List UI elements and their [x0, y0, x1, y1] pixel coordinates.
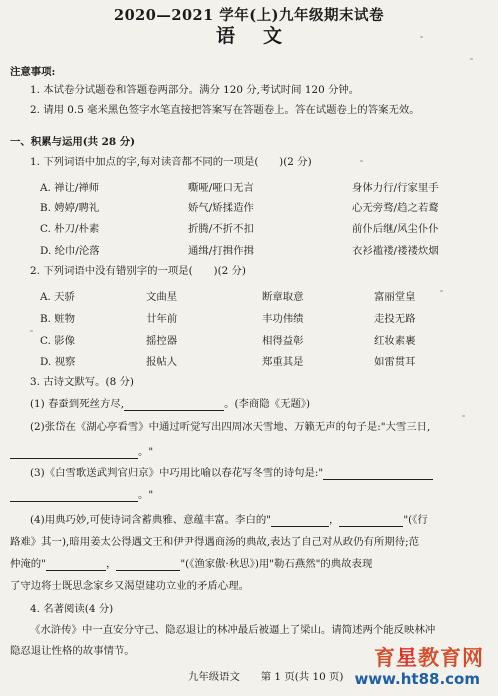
option-label: D. 纶巾/沦落: [40, 245, 100, 257]
option-word: 折腾/不折不扣: [188, 223, 254, 235]
option-word: 报帖人: [146, 356, 178, 368]
q3-part-4-line-2: 路难》其一),暗用姜太公得遇文王和伊尹得遇商汤的典故,表达了自己对从政仍有所期待;范: [10, 536, 419, 548]
q3-text: (4)用典巧妙,可使诗词含蓄典雅、意蕴丰富。李白的": [30, 514, 272, 526]
option-label: C. 朴刀/朴素: [40, 223, 100, 235]
q3-part-2: (2)张岱在《湖心亭看雪》中通过听觉写出四周冰天雪地、万籁无声的句子是:"大雪三日,: [30, 421, 431, 433]
q2-stem: 2. 下列词语中没有错别字的一项是( )(2 分): [30, 265, 246, 277]
q3-part-1: [30, 398, 310, 411]
q3-part-2-answer: [10, 446, 153, 459]
q3-text: "(《渔家傲·秋思》)用"勒石燕然"的典故表现: [180, 558, 373, 570]
option-word: 通缉/打揖作揖: [188, 245, 254, 257]
scan-speck: [440, 290, 443, 292]
option-word: 娇气/矫揉造作: [188, 202, 254, 214]
page-footer: 九年级语文 第 1 页(共 10 页): [188, 671, 344, 683]
option-word: 如雷贯耳: [374, 356, 416, 368]
notice-item-1: 1. 本试卷分试题卷和答题卷两部分。满分 120 分,考试时间 120 分钟。: [30, 84, 360, 96]
option-word: 相得益彰: [262, 335, 304, 347]
watermark-text: 育: [374, 646, 396, 670]
option-word: 富丽堂皇: [374, 291, 416, 303]
answer-blank[interactable]: [10, 490, 138, 502]
q4-stem: 4. 名著阅读(4 分): [30, 603, 114, 615]
option-word: 红妆素裹: [374, 335, 416, 347]
option-word: 文曲星: [146, 291, 178, 303]
watermark-text: 教育网: [418, 646, 484, 670]
option-word: 断章取意: [262, 291, 304, 303]
answer-blank[interactable]: [124, 399, 224, 411]
option-word: 嘶哑/哑口无言: [188, 182, 254, 194]
exam-title: 2020—2021 学年(上)九年级期末试卷: [114, 7, 384, 24]
answer-blank[interactable]: [271, 515, 329, 527]
q3-part-4-line-4: 了守边将士既思念家乡又渴望建功立业的矛盾心理。: [10, 580, 249, 592]
option-label: A. 禅让/禅师: [40, 182, 100, 194]
q3-text: (1) 春蚕到死丝方尽,: [30, 398, 125, 410]
answer-blank[interactable]: [46, 559, 106, 571]
q3-part-4: (4)用典巧妙,可使诗词含蓄典雅、意蕴丰富。李白的" ， "(《行: [30, 514, 428, 526]
answer-blank[interactable]: [10, 447, 138, 459]
q3-text: 。": [138, 446, 154, 458]
answer-blank[interactable]: [323, 468, 433, 480]
option-word: 心无旁骛/趋之若鹜: [352, 202, 439, 214]
q1-stem: 1. 下列词语中加点的字,每对读音都不同的一项是( )(2 分): [30, 156, 312, 168]
q3-part-4-line-3: 仲淹的" ， "(《渔家傲·秋思》)用"勒石燕然"的典故表现: [10, 558, 373, 570]
option-word: 前仆后继/风尘仆仆: [352, 223, 439, 235]
answer-blank[interactable]: [116, 559, 180, 571]
q3-text: (3)《白雪歌送武判官归京》中巧用比喻以春花写冬雪的诗句是:": [30, 467, 324, 479]
option-label: B. 娉婷/聘礼: [40, 202, 100, 214]
option-word: 身体力行/行家里手: [352, 182, 439, 194]
option-word: 摇控器: [146, 335, 178, 347]
watermark-star-text: 星: [396, 646, 418, 670]
scan-speck: [360, 160, 363, 162]
scan-speck: [30, 330, 33, 332]
section-1-heading: 一、积累与运用(共 28 分): [10, 136, 136, 148]
option-label: C. 影像: [40, 335, 75, 347]
option-label: A. 天骄: [40, 291, 75, 303]
q3-part-3: [30, 467, 433, 480]
option-word: 丰功伟绩: [262, 313, 304, 325]
option-word: 廿年前: [146, 313, 178, 325]
scan-speck: [462, 415, 465, 417]
answer-blank[interactable]: [339, 515, 403, 527]
notice-item-2: 2. 请用 0.5 毫米黑色签字水笔直接把答案写在答题卷上。答在试题卷上的答案无效。: [30, 104, 420, 116]
q3-text: 。(李商隐《无题》): [224, 398, 311, 410]
option-label: D. 视察: [40, 356, 76, 368]
q3-stem: 3. 古诗文默写。(8 分): [30, 376, 134, 388]
q3-text: 。": [138, 489, 154, 501]
subject-title: 语文: [215, 25, 310, 47]
q4-text-1: 《水浒传》中一直安分守己、隐忍退让的林冲最后被逼上了梁山。请简述两个能反映林冲: [30, 624, 436, 636]
scan-speck: [470, 58, 473, 60]
option-word: 衣衫褴褛/褛褛炊烟: [352, 245, 439, 257]
watermark-url: www.ht88.com: [354, 670, 480, 688]
watermark-logo: [374, 642, 484, 672]
q4-text-2: 隐忍退让性格的故事情节。: [10, 645, 135, 657]
option-label: B. 赃物: [40, 313, 76, 325]
q3-text: 仲淹的": [10, 558, 46, 570]
option-word: 走投无路: [374, 313, 416, 325]
notice-heading: 注意事项:: [10, 66, 56, 78]
option-word: 郑重其是: [262, 356, 304, 368]
q3-text: "(《行: [403, 514, 428, 526]
q3-part-3-answer: [10, 489, 153, 502]
